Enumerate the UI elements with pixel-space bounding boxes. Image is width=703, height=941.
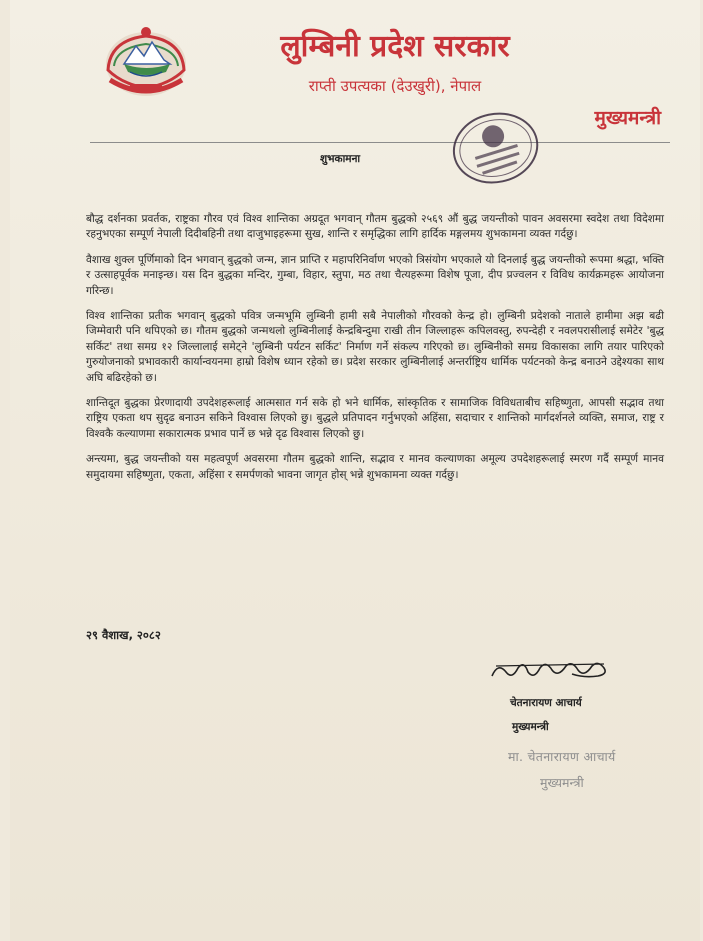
official-stamp-icon — [440, 110, 552, 192]
nepal-emblem-icon — [100, 20, 192, 100]
paragraph-5: अन्त्यमा, बुद्ध जयन्तीको यस महत्वपूर्ण अवसरमा गौतम बुद्धको शान्ति, सद्भाव र मानव कल्याणका अमूल्य उपदेशहरूलाई स्मरण गर्दै सम्पूर्ण मानव समुदायमा सहिष्णुता, एकता, अहिंसा र समर्पणको भावना जागृत होस् भन्ने शुभकामना व्यक्त गर्दछु। — [86, 453, 664, 481]
title-seal: मुख्यमन्त्री — [540, 775, 584, 790]
paragraph-1: बौद्ध दर्शनका प्रवर्तक, राष्ट्रका गौरव एवं विश्व शान्तिका अग्रदूत भगवान् गौतम बुद्धको २५६९ औं बुद्ध जयन्तीको पावन अवसरमा स्वदेश तथा विदेशमा रहनुभएका सम्पूर्ण नेपाली दिदीबहिनी तथा दाजुभाइहरूमा सुख, शान्ति र समृद्धिका लागि हार्दिक मङ्गलमय शुभकामना व्यक्त गर्दछु। — [86, 213, 664, 241]
header-divider — [90, 142, 670, 143]
name-seal: मा. चेतनारायण आचार्य — [508, 749, 616, 764]
signatory-name: चेतनारायण आचार्य — [510, 697, 582, 709]
signatory-title: मुख्यमन्त्री — [512, 721, 549, 733]
page-title: लुम्बिनी प्रदेश सरकार — [280, 29, 510, 64]
paragraph-3: विश्व शान्तिका प्रतीक भगवान् बुद्धको पवित्र जन्मभूमि लुम्बिनी हामी सबै नेपालीको गौरवको केन्द्र हो। लुम्बिनी प्रदेशको नाताले हामीमा अझ बढी जिम्मेवारी पनि थपिएको छ। गौतम बुद्धको जन्मथलो लुम्बिनीलाई केन्द्रबिन्दुमा राखी तीन जिल्लाहरू कपिलवस्तु, रुपन्देही र नवलपरासीलाई समेटेर 'बुद्ध सर्किट' तथा समग्र १२ जिल्लालाई समेट्ने 'लुम्बिनी पर्यटन सर्किट' निर्माण गर्ने संकल्प गरिएको छ। लुम्बिनीको समग्र विकासका लागि तयार पारिएको गुरुयोजनाको प्रभावकारी कार्यान्वयनमा हाम्रो विशेष ध्यान रहेको छ। प्रदेश सरकार लुम्बिनीलाई अन्तर्राष्ट्रिय धार्मिक पर्यटनको केन्द्र बनाउने उद्देश्यका साथ अघि बढिरहेको छ। — [86, 310, 664, 384]
paragraph-2: वैशाख शुक्ल पूर्णिमाको दिन भगवान् बुद्धको जन्म, ज्ञान प्राप्ति र महापरिनिर्वाण भएको त्रिसंयोग भएकाले यो दिनलाई बुद्ध जयन्तीको रूपमा श्रद्धा, भक्ति र उत्साहपूर्वक मनाइन्छ। यस दिन बुद्धका मन्दिर, गुम्बा, विहार, स्तुपा, मठ तथा चैत्यहरूमा विशेष पूजा, दीप प्रज्वलन र विविध कार्यक्रमहरू आयोजना गरिन्छ। — [86, 253, 664, 297]
office-role: मुख्यमन्त्री — [594, 107, 661, 129]
office-address: राप्ती उपत्यका (देउखुरी), नेपाल — [308, 77, 482, 95]
document-heading: शुभकामना — [320, 153, 361, 165]
signature-icon — [488, 656, 612, 684]
letter-date: २९ वैशाख, २०८२ — [86, 628, 161, 642]
paragraph-4: शान्तिदूत बुद्धका प्रेरणादायी उपदेशहरूलाई आत्मसात गर्न सके हो भने धार्मिक, सांस्कृतिक र सामाजिक विविधताबीच सहिष्णुता, आपसी सद्भाव तथा राष्ट्रिय एकता थप सुदृढ बनाउन सकिने विश्वास लिएको छु। बुद्धले प्रतिपादन गर्नुभएको अहिंसा, सदाचार र शान्तिको मार्गदर्शनले व्यक्ति, समाज, राष्ट्र र विश्वकै कल्याणमा सकारात्मक प्रभाव पार्ने छ भन्ने दृढ विश्वास लिएको छु। — [86, 397, 664, 440]
letter-body — [86, 212, 664, 493]
